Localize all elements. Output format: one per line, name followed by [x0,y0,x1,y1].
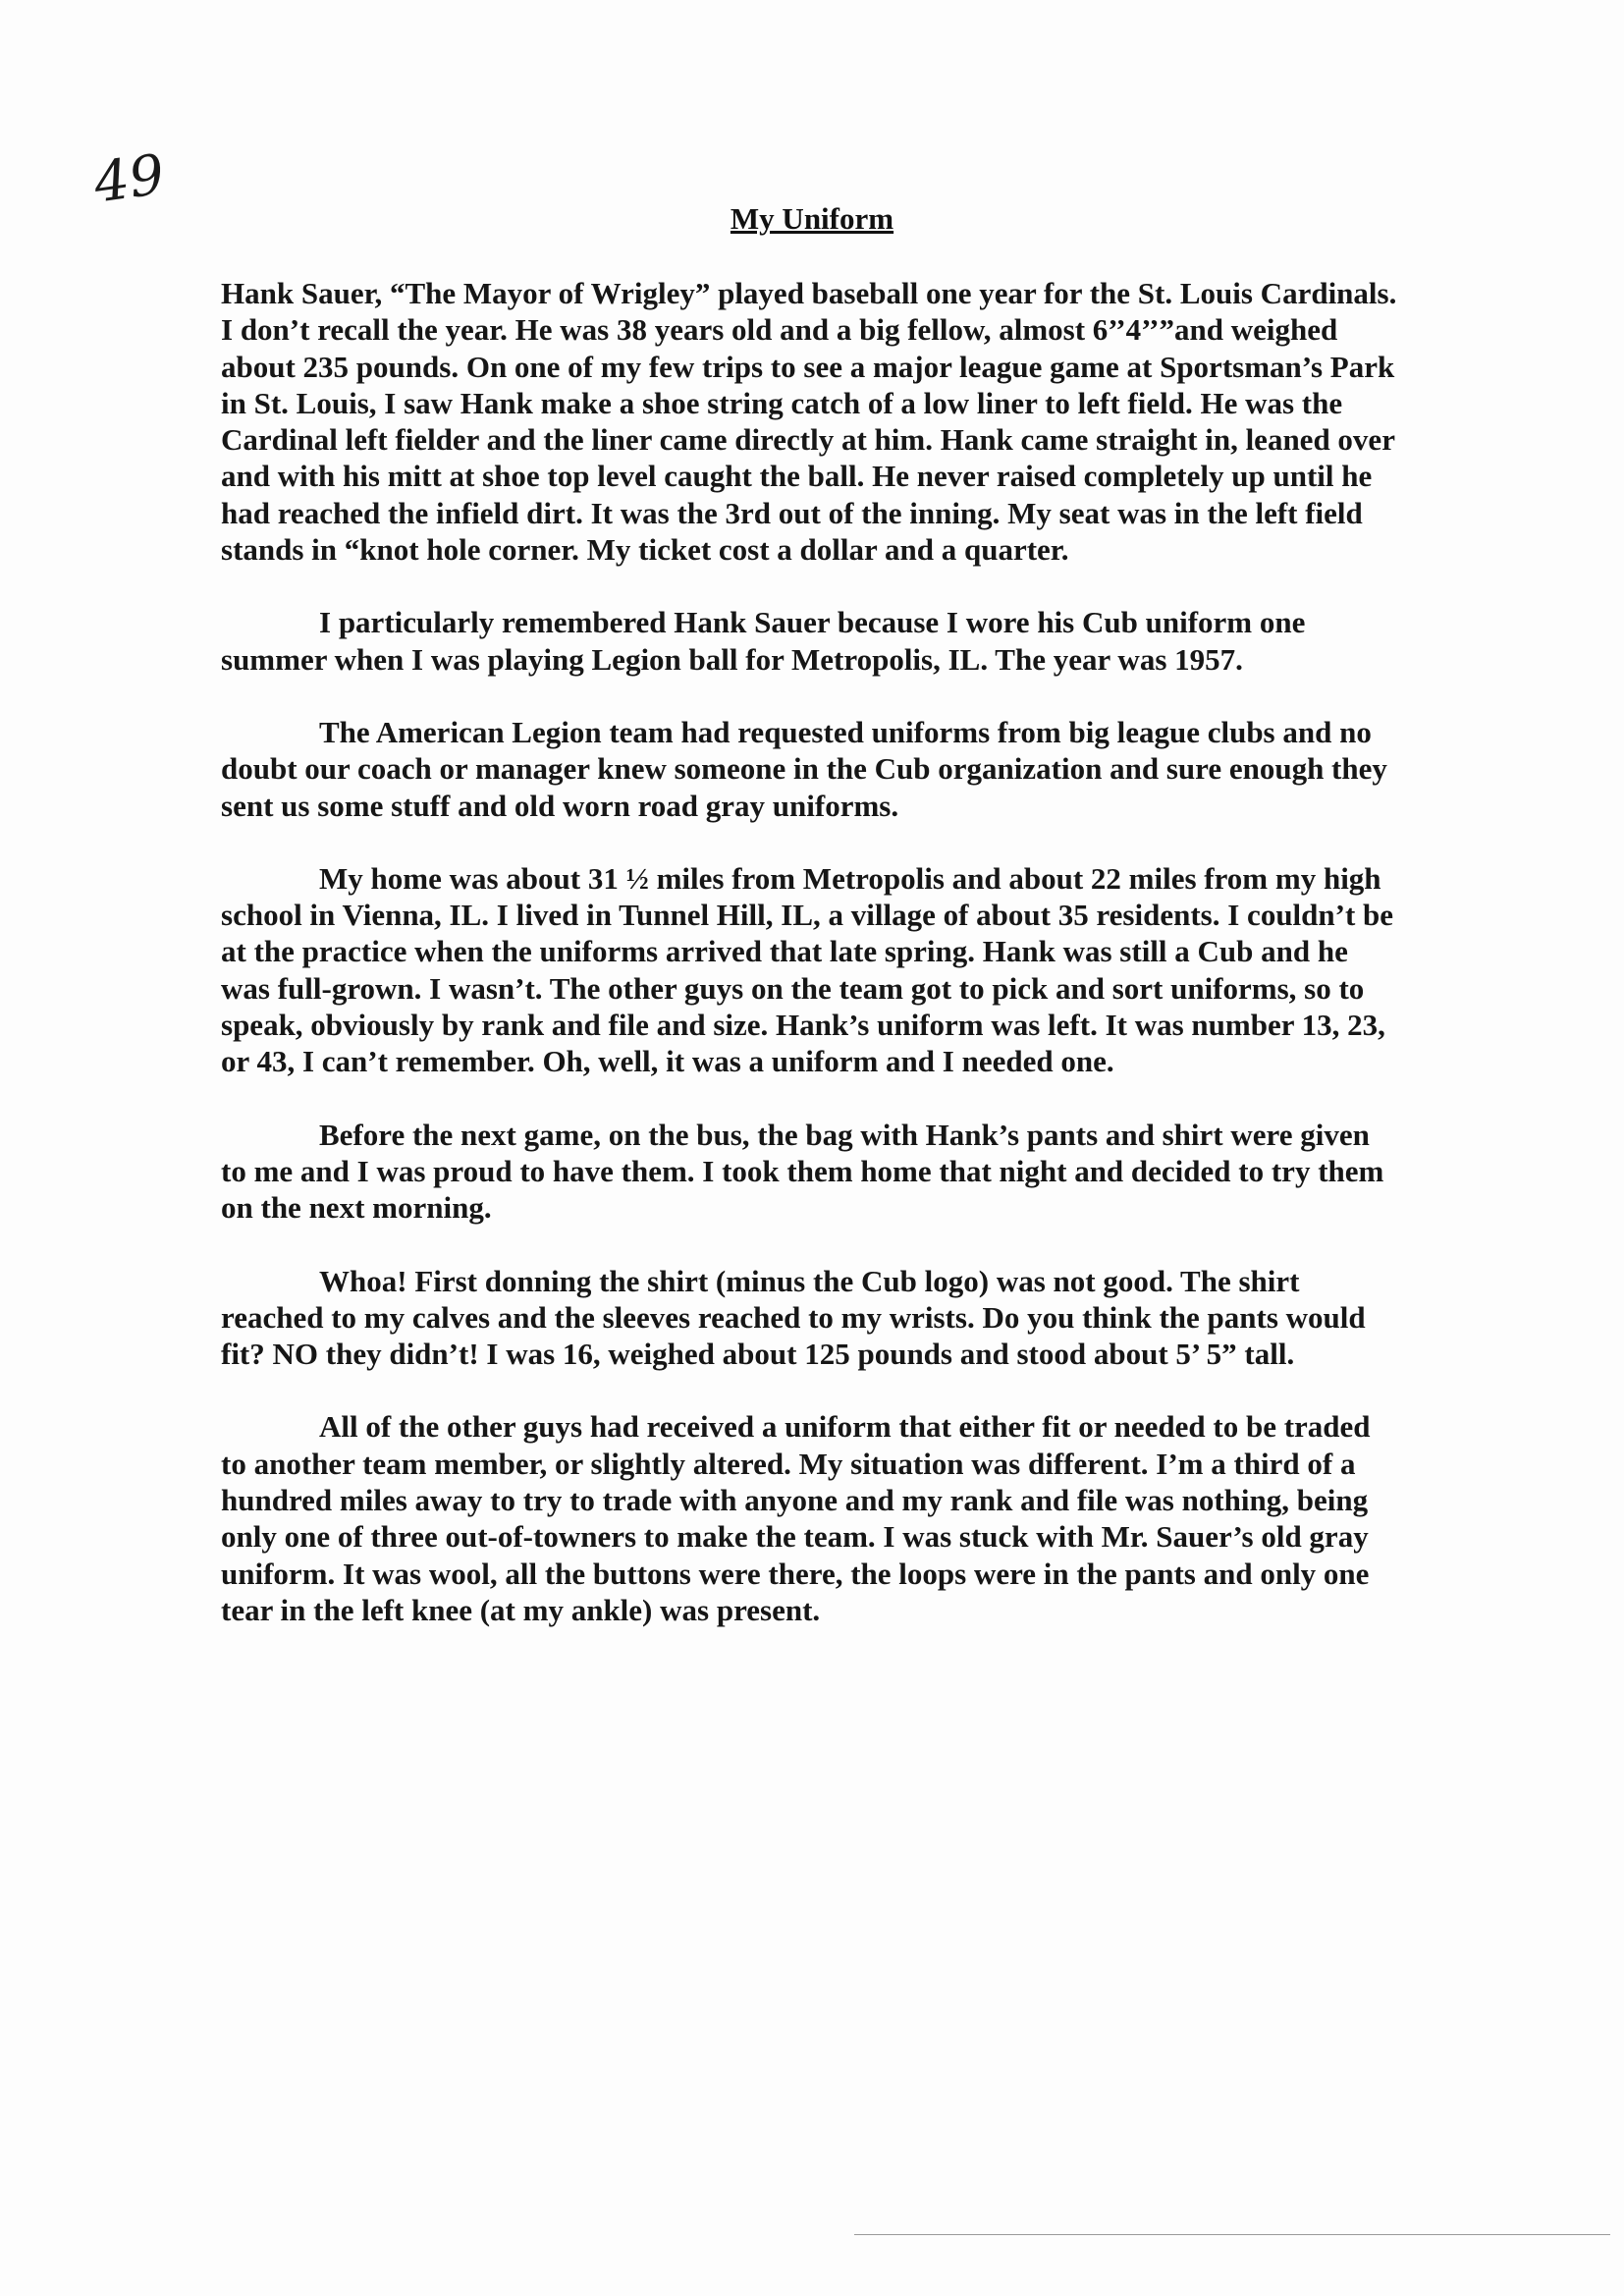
page-title: My Uniform [730,201,894,236]
handwritten-page-number: 49 [89,142,169,216]
paragraph-2: I particularly remembered Hank Sauer because I wore his Cub uniform one summer when I was playing Legion ball for Metropolis, IL. The year was 1957. [221,605,1306,677]
document-body [221,275,1399,1665]
footer-rule [854,2234,1610,2235]
paragraph-4: My home was about 31 ½ miles from Metropolis and about 22 miles from my high school in Vienna, IL. I lived in Tunnel Hill, IL, a village of about 35 residents. I couldn’t be at the practice when the uniforms arrived that late spring. Hank was still a Cub and he was full-grown. I wasn’t. The other guys on the team got to pick and sort uniforms, so to speak, obviously by rank and file and size. Hank’s uniform was left. It was number 13, 23, or 43, I can’t remember. Oh, well, it was a uniform and I needed one. [221,860,1394,1079]
paragraph-6: Whoa! First donning the shirt (minus the Cub logo) was not good. The shirt reached to my calves and the sleeves reached to my wrists. Do you think the pants would fit? NO they didn’t! I was 16, weighed about 125 pounds and stood about 5’ 5” tall. [221,1263,1366,1372]
paragraph-5: Before the next game, on the bus, the bag with Hank’s pants and shirt were given to me and I was proud to have them. I took them home that night and decided to try them on the next morning. [221,1117,1384,1226]
paragraph-3: The American Legion team had requested uniforms from big league clubs and no doubt our coach or manager knew someone in the Cub organization and sure enough they sent us some stuff and old worn road gray uniforms. [221,714,1387,823]
paragraph-1: Hank Sauer, “The Mayor of Wrigley” played baseball one year for the St. Louis Cardinals. I don’t recall the year. He was 38 years old and a big fellow, almost 6’’4’’”and weighed about 235 pounds. On one of my few trips to see a major league game at Sportsman’s Park in St. Louis, I saw Hank make a shoe string catch of a low liner to left field. He was the Cardinal left fielder and the liner came directly at him. Hank came straight in, leaned over and with his mitt at shoe top level caught the ball. He never raised completely up until he had reached the infield dirt. It was the 3rd out of the inning. My seat was in the left field stands in “knot hole corner. My ticket cost a dollar and a quarter. [221,276,1397,568]
paragraph-7: All of the other guys had received a uniform that either fit or needed to be traded to another team member, or slightly altered. My situation was different. I’m a third of a hundred miles away to try to trade with anyone and my rank and file was nothing, being only one of three out-of-towners to make the team. I was stuck with Mr. Sauer’s old gray uniform. It was wool, all the buttons were there, the loops were in the pants and only one tear in the left knee (at my ankle) was present. [221,1409,1371,1627]
